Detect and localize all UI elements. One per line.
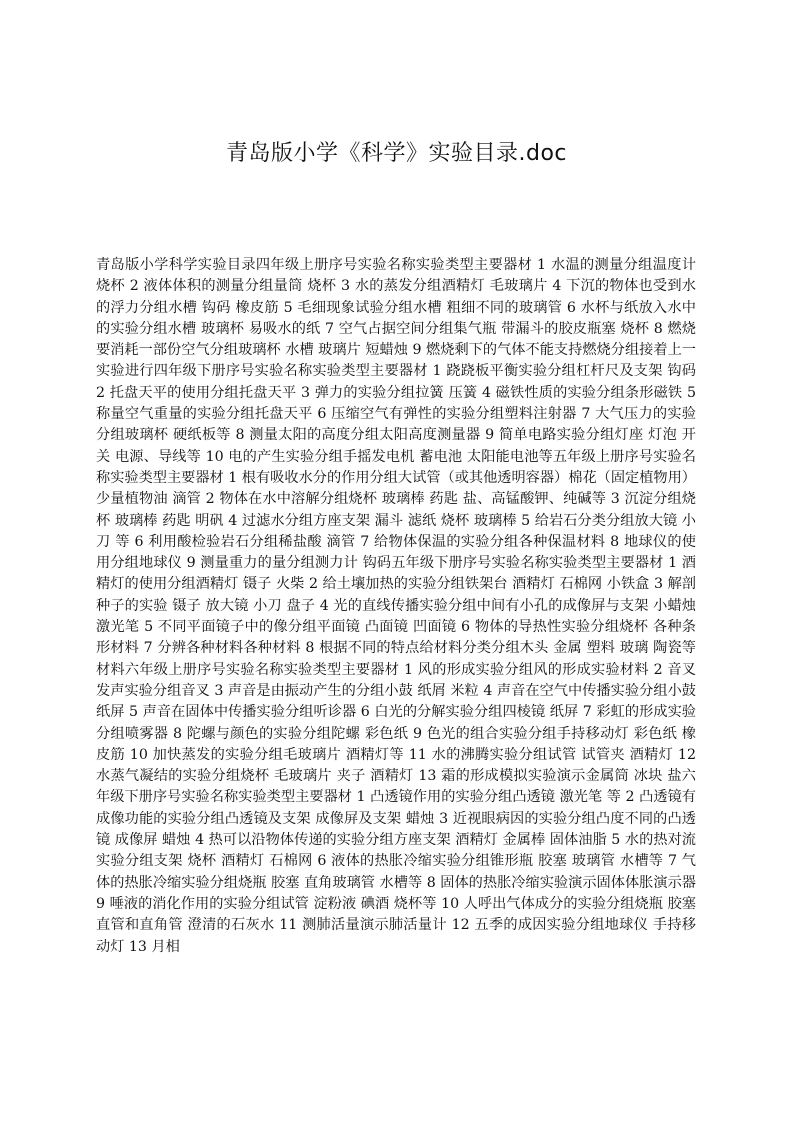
document-title: 青岛版小学《科学》实验目录.doc (225, 141, 567, 166)
document-body-text: 青岛版小学科学实验目录四年级上册序号实验名称实验类型主要器材 1 水温的测量分组温度计 烧杯 2 液体体积的测量分组量筒 烧杯 3 水的蒸发分组酒精灯 毛玻璃片 4 下沉的物体也受到水的浮力分组水槽 钩码 橡皮筋 5 毛细现象试验分组水槽 粗细不同的玻璃管 6 水杯与纸放入水中的实验分组水槽 玻璃杯 易吸水的纸 7 空气占据空间分组集气瓶 带漏斗的胶皮瓶塞 烧杯 8 燃烧要消耗一部份空气分组玻璃杯 水槽 玻璃片 短蜡烛 9 燃烧剩下的气体不能支持燃烧分组接着上一实验进行四年级下册序号实验名称实验类型主要器材 1 跷跷板平衡实验分组杠杆尺及支架 钩码 2 托盘天平的使用分组托盘天平 3 弹力的实验分组拉簧 压簧 4 磁铁性质的实验分组条形磁铁 5 称量空气重量的实验分组托盘天平 6 压缩空气有弹性的实验分组塑料注射器 7 大气压力的实验分组玻璃杯 硬纸板等 8 测量太阳的高度分组太阳高度测量器 9 简单电路实验分组灯座 灯泡 开关 电源、导线等 10 电的产生实验分组手摇发电机 蓄电池 太阳能电池等五年级上册序号实验名称实验类型主要器材 1 根有吸收水分的作用分组大试管（或其他透明容器）棉花（固定植物用） 少量植物油 滴管 2 物体在水中溶解分组烧杯 玻璃棒 药匙 盐、高锰酸钾、纯碱等 3 沉淀分组烧杯 玻璃棒 药匙 明矾 4 过滤水分组方座支架 漏斗 滤纸 烧杯 玻璃棒 5 给岩石分类分组放大镜 小刀 等 6 利用酸检验岩石分组稀盐酸 滴管 7 给物体保温的实验分组各种保温材料 8 地球仪的使用分组地球仪 9 测量重力的量分组测力计 钩码五年级下册序号实验名称实验类型主要器材 1 酒精灯的使用分组酒精灯 镊子 火柴 2 给土壤加热的实验分组铁架台 酒精灯 石棉网 小铁盒 3 解剖种子的实验 镊子 放大镜 小刀 盘子 4 光的直线传播实验分组中间有小孔的成像屏与支架 小蜡烛 激光笔 5 不同平面镜子中的像分组平面镜 凸面镜 凹面镜 6 物体的导热性实验分组烧杯 各种条形材料 7 分辨各种材料各种材料 8 根据不同的特点给材料分类分组木头 金属 塑料 玻璃 陶瓷等材料六年级上册序号实验名称实验类型主要器材 1 风的形成实验分组风的形成实验材料 2 音叉发声实验分组音叉 3 声音是由振动产生的分组小鼓 纸屑 米粒 4 声音在空气中传播实验分组小鼓 纸屏 5 声音在固体中传播实验分组听诊器 6 白光的分解实验分组四棱镜 纸屏 7 彩虹的形成实验分组喷雾器 8 陀螺与颜色的实验分组陀螺 彩色纸 9 色光的组合实验分组手持移动灯 彩色纸 橡皮筋 10 加快蒸发的实验分组毛玻璃片 酒精灯等 11 水的沸腾实验分组试管 试管夹 酒精灯 12 水蒸气凝结的实验分组烧杯 毛玻璃片 夹子 酒精灯 13 霜的形成模拟实验演示金属筒 冰块 盐六年级下册序号实验名称实验类型主要器材 1 凸透镜作用的实验分组凸透镜 激光笔 等 2 凸透镜有成像功能的实验分组凸透镜及支架 成像屏及支架 蜡烛 3 近视眼病因的实验分组凸度不同的凸透镜 成像屏 蜡烛 4 热可以沿物体传递的实验分组方座支架 酒精灯 金属棒 固体油脂 5 水的热对流实验分组支架 烧杯 酒精灯 石棉网 6 液体的热胀冷缩实验分组锥形瓶 胶塞 玻璃管 水槽等 7 气体的热胀冷缩实验分组烧瓶 胶塞 直角玻璃管 水槽等 8 固体的热胀冷缩实验演示固体体胀演示器 9 唾液的消化作用的实验分组试管 淀粉液 碘酒 烧杯等 10 人呼出气体成分的实验分组烧瓶 胶塞 直管和直角管 澄清的石灰水 11 测肺活量演示肺活量计 12 五季的成因实验分组地球仪 手持移动灯 13 月相 (96, 257, 696, 955)
